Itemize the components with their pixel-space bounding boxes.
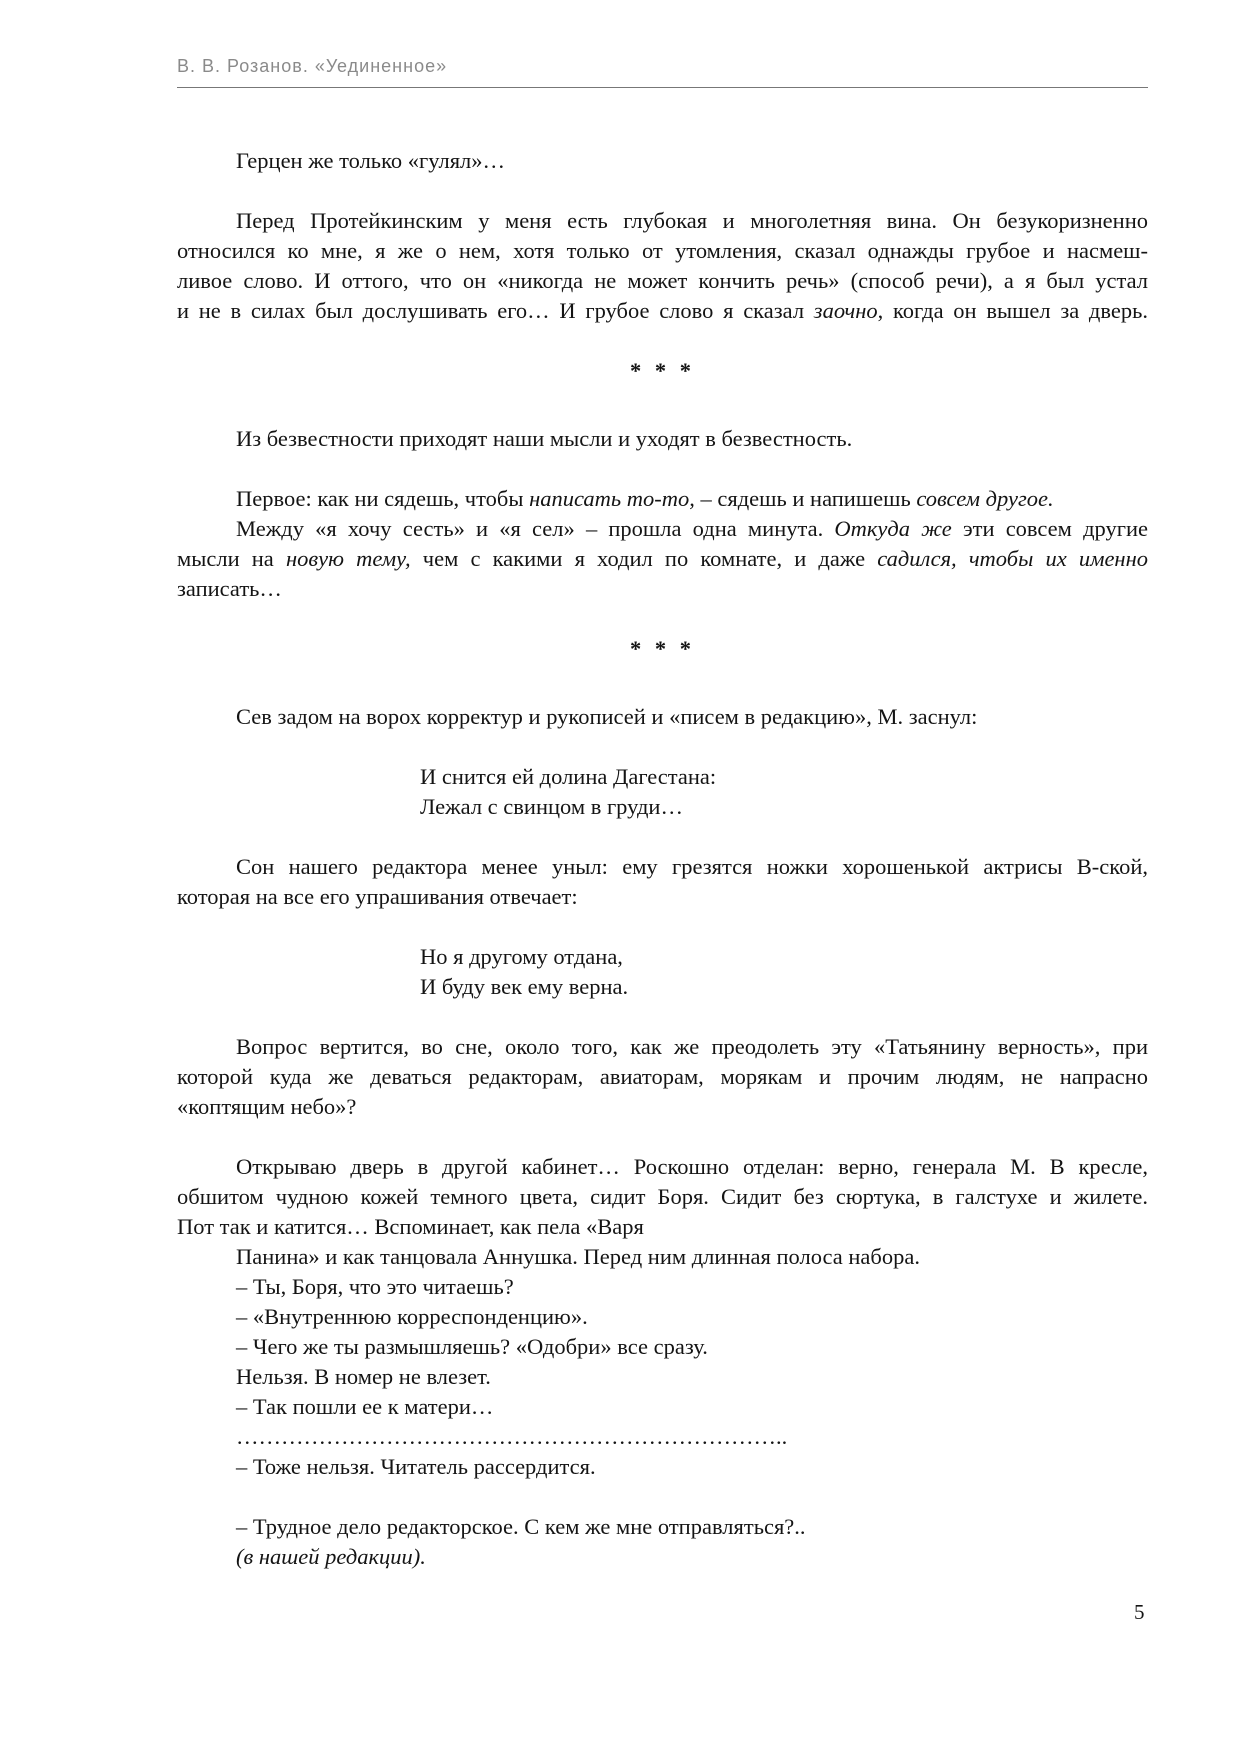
paragraph-line: и не в силах был дослушивать его… И грубое слово я сказал заочно, когда он вышел за дверь. [177,298,1148,323]
paragraph-line: Панина» и как танцовала Аннушка. Перед ним длинная полоса набора. [236,1244,920,1269]
dialog-line: – Чего же ты размышляешь? «Одобри» все сразу. [236,1334,708,1359]
paragraph-line: которой куда же деваться редакторам, авиаторам, морякам и прочим людям, не напрасно [177,1064,1148,1089]
page-body [177,146,1148,1572]
paragraph-vopros [177,1032,1148,1122]
paragraph-herzen: Герцен же только «гулял»… [236,148,506,173]
paragraph-line: относился ко мне, я же о нем, хотя только от утомления, сказал однажды грубое и насмеш- [177,238,1148,263]
paragraph-line: ливое слово. И оттого, что он «никогда не может кончить речь» (способ речи), а я был устал [177,268,1148,293]
paragraph-line: Сон нашего редактора менее уныл: ему грезятся ножки хорошенькой актрисы В-ской, [236,854,1148,879]
paragraph-line: записать… [177,576,282,601]
paragraph-line: Перед Протейкинским у меня есть глубокая и многолетняя вина. Он безукоризненно [236,208,1148,233]
section-separator: * * * [630,358,695,383]
paragraph-line: Пот так и катится… Вспоминает, как пела «Варя [177,1214,644,1239]
paragraph-son [177,852,1148,912]
paragraph-sev: Сев задом на ворох корректур и рукописей и «писем в редакцию», М. заснул: [236,704,978,729]
paragraph-protejkin [177,206,1148,326]
verse-line: Лежал с свинцом в груди… [420,794,683,819]
ellipsis-line: ……………………………………………………………….. [236,1424,788,1449]
closing-note: (в нашей редакции). [236,1544,426,1569]
verse-dagestan [177,762,1148,822]
page-number: 5 [1134,1600,1145,1624]
paragraph-line: Вопрос вертится, во сне, около того, как же преодолеть эту «Татьянину верность», при [236,1034,1148,1059]
closing-line: – Трудное дело редакторское. С кем же мне отправляться?.. [236,1514,806,1539]
dialog-block [177,1272,1148,1482]
paragraph-unknown: Из безвестности приходят наши мысли и уходят в безвестность. [236,426,853,451]
dialog-line: – Так пошли ее к матери… [236,1394,494,1419]
paragraph-minute [177,514,1148,604]
paragraph-line: обшитом чудною кожей темного цвета, сидит Боря. Сидит без сюртука, в галстухе и жилете. [177,1184,1148,1209]
verse-tatyana [177,942,1148,1002]
paragraph-line: которая на все его упрашивания отвечает: [177,884,578,909]
verse-line: И снится ей долина Дагестана: [420,764,717,789]
paragraph-line: «коптящим небо»? [177,1094,357,1119]
running-head: В. В. Розанов. «Уединенное» [177,56,448,76]
verse-line: Но я другому отдана, [420,944,623,969]
dialog-line: – Тоже нельзя. Читатель рассердится. [236,1454,596,1479]
header-rule [177,87,1148,88]
paragraph-first: Первое: как ни сядешь, чтобы написать то-то, – сядешь и напишешь совсем другое. [236,486,1054,511]
paragraph-line: Открываю дверь в другой кабинет… Роскошно отделан: верно, генерала М. В кресле, [236,1154,1148,1179]
section-separator: * * * [630,636,695,661]
paragraph-otkryvayu [177,1152,1148,1272]
dialog-line: – «Внутреннюю корреспонденцию». [236,1304,588,1329]
paragraph-line: мысли на новую тему, чем с какими я ходил по комнате, и даже садился, чтобы их именно [177,546,1149,571]
paragraph-line: Между «я хочу сесть» и «я сел» – прошла одна минута. Откуда же эти совсем другие [236,516,1149,541]
verse-line: И буду век ему верна. [420,974,629,999]
dialog-line: Нельзя. В номер не влезет. [236,1364,491,1389]
dialog-line: – Ты, Боря, что это читаешь? [236,1274,514,1299]
